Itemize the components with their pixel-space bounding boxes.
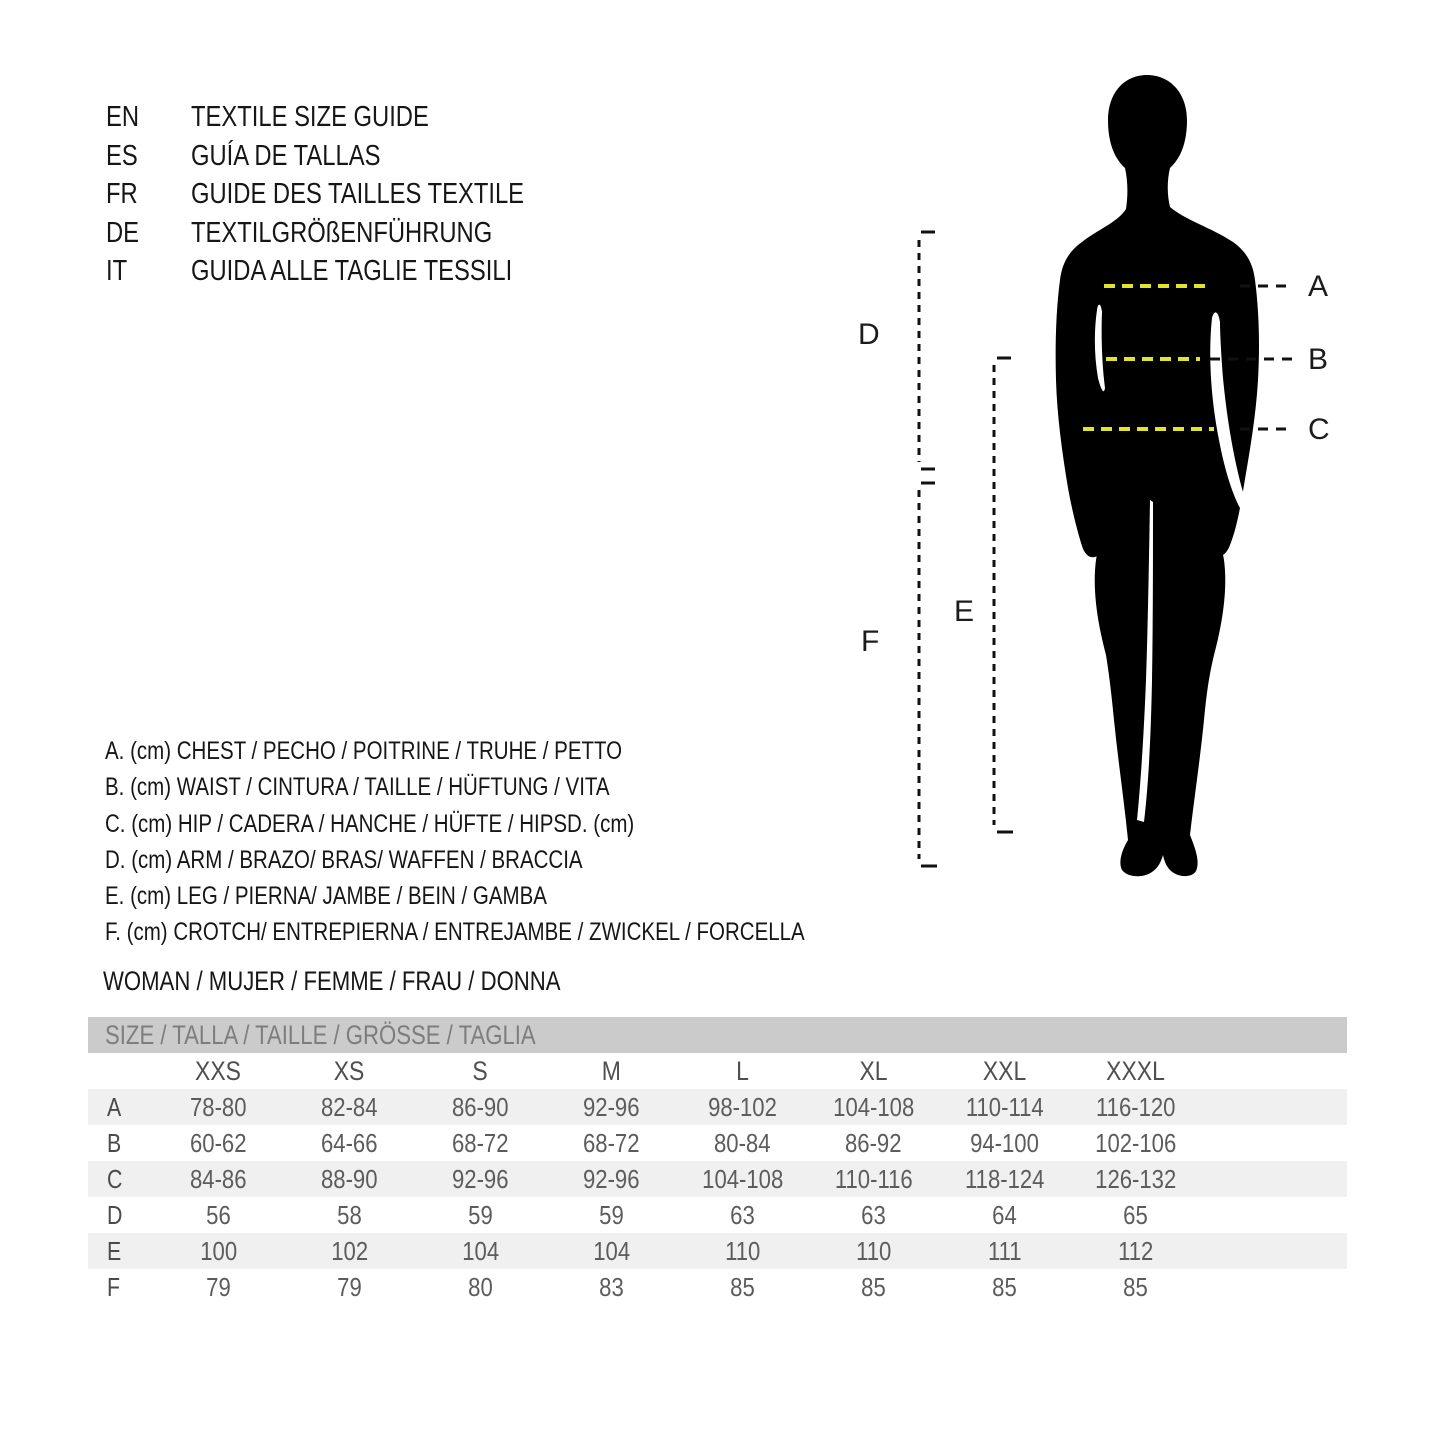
guide-title: TEXTILE SIZE GUIDE (191, 101, 429, 133)
language-code: IT (106, 255, 128, 287)
legend-line-waist: B. (cm) WAIST / CINTURA / TAILLE / HÜFTUNG / VITA (105, 773, 610, 802)
row-label: B (107, 1127, 122, 1158)
size-value-cell: 65 (1123, 1199, 1148, 1230)
size-table-row-B (88, 1125, 1347, 1161)
language-code: EN (106, 101, 140, 133)
size-header-row (88, 1053, 1347, 1089)
guide-title: GUIDA ALLE TAGLIE TESSILI (191, 255, 513, 287)
legend-line-arm: D. (cm) ARM / BRAZO/ BRAS/ WAFFEN / BRACCIA (105, 845, 583, 874)
size-value-cell: 64-66 (321, 1127, 378, 1158)
size-value-cell: 58 (337, 1199, 362, 1230)
size-value-cell: 88-90 (321, 1163, 378, 1194)
size-value-cell: 86-90 (452, 1091, 509, 1122)
size-value-cell: 64 (992, 1199, 1017, 1230)
size-value-cell: 63 (861, 1199, 886, 1230)
size-value-cell: 98-102 (708, 1091, 777, 1122)
size-value-cell: 84-86 (190, 1163, 247, 1194)
size-value-cell: 110 (724, 1235, 761, 1266)
section-title-woman: WOMAN / MUJER / FEMME / FRAU / DONNA (103, 966, 561, 996)
size-table-header-band (88, 1017, 1347, 1053)
size-value-cell: 104-108 (832, 1091, 915, 1122)
figure-label-crotch-f: F (861, 625, 880, 658)
row-label: F (107, 1271, 121, 1302)
leg-dimension-line (994, 358, 1013, 832)
size-value-cell: 112 (1117, 1235, 1154, 1266)
size-value-cell: 78-80 (190, 1091, 247, 1122)
language-code: DE (106, 216, 140, 249)
size-value-cell: 80 (468, 1271, 493, 1302)
size-value-cell: 63 (730, 1199, 755, 1230)
figure-label-hip-c: C (1308, 413, 1330, 446)
size-column-header: XXS (195, 1055, 242, 1086)
size-value-cell: 83 (599, 1271, 624, 1302)
language-code: FR (106, 178, 138, 210)
size-value-cell: 85 (861, 1271, 886, 1302)
size-table-row-F (88, 1269, 1347, 1305)
guide-title: TEXTILGRÖßENFÜHRUNG (191, 216, 493, 249)
figure-label-arm-d: D (858, 318, 880, 351)
size-value-cell: 79 (206, 1271, 231, 1302)
language-code: ES (106, 139, 138, 172)
arm-dimension-line (919, 232, 935, 469)
size-value-cell: 94-100 (970, 1127, 1039, 1158)
legend-line-leg: E. (cm) LEG / PIERNA/ JAMBE / BEIN / GAMBA (105, 882, 547, 911)
size-value-cell: 92-96 (452, 1163, 509, 1194)
size-column-header: XS (334, 1055, 365, 1086)
crotch-dimension-line (919, 483, 937, 866)
size-value-cell: 110-114 (965, 1091, 1044, 1122)
size-value-cell: 110-116 (834, 1163, 913, 1194)
size-column-header: M (601, 1055, 622, 1086)
row-label: E (107, 1235, 122, 1266)
size-value-cell: 56 (206, 1199, 231, 1230)
size-value-cell: 102 (331, 1235, 368, 1266)
row-label: D (107, 1199, 123, 1230)
size-band-title: SIZE / TALLA / TAILLE / GRÖSSE / TAGLIA (105, 1019, 536, 1050)
size-value-cell: 116-120 (1095, 1091, 1176, 1122)
figure-label-leg-e: E (954, 595, 975, 628)
measurement-legend (105, 733, 958, 951)
size-value-cell: 80-84 (714, 1127, 771, 1158)
figure-label-waist-b: B (1308, 343, 1329, 376)
size-table-row-E (88, 1233, 1347, 1269)
size-table (88, 1053, 1347, 1305)
size-value-cell: 111 (987, 1235, 1022, 1266)
size-value-cell: 85 (992, 1271, 1017, 1302)
size-value-cell: 59 (468, 1199, 493, 1230)
size-value-cell: 110 (855, 1235, 892, 1266)
size-value-cell: 100 (200, 1235, 237, 1266)
size-value-cell: 92-96 (583, 1091, 640, 1122)
woman-silhouette-diagram (840, 60, 1320, 890)
size-value-cell: 68-72 (452, 1127, 509, 1158)
size-value-cell: 104 (593, 1235, 630, 1266)
size-value-cell: 86-92 (845, 1127, 902, 1158)
figure-label-chest-a: A (1308, 270, 1329, 303)
size-value-cell: 104 (462, 1235, 499, 1266)
size-value-cell: 68-72 (583, 1127, 640, 1158)
size-table-row-D (88, 1197, 1347, 1233)
row-label: A (107, 1091, 122, 1122)
legend-line-crotch: F. (cm) CROTCH/ ENTREPIERNA / ENTREJAMBE / ZWICKEL / FORCELLA (105, 918, 805, 947)
size-value-cell: 104-108 (701, 1163, 784, 1194)
size-value-cell: 85 (730, 1271, 755, 1302)
size-value-cell: 102-106 (1094, 1127, 1177, 1158)
row-label: C (107, 1163, 123, 1194)
size-value-cell: 92-96 (583, 1163, 640, 1194)
size-column-header: XL (859, 1055, 888, 1086)
size-table-row-A (88, 1089, 1347, 1125)
size-value-cell: 60-62 (190, 1127, 247, 1158)
legend-line-chest: A. (cm) CHEST / PECHO / POITRINE / TRUHE / PETTO (105, 737, 623, 765)
legend-line-hip: C. (cm) HIP / CADERA / HANCHE / HÜFTE / HIPSD. (cm) (105, 809, 635, 838)
size-value-cell: 126-132 (1094, 1163, 1177, 1194)
size-column-header: S (472, 1055, 489, 1086)
size-column-header: XXL (982, 1055, 1027, 1086)
guide-title: GUIDE DES TAILLES TEXTILE (191, 178, 525, 210)
size-value-cell: 118-124 (964, 1163, 1045, 1194)
size-value-cell: 85 (1123, 1271, 1148, 1302)
size-value-cell: 82-84 (321, 1091, 378, 1122)
size-table-row-C (88, 1161, 1347, 1197)
size-column-header: XXXL (1106, 1055, 1165, 1086)
size-value-cell: 59 (599, 1199, 624, 1230)
size-column-header: L (736, 1055, 749, 1086)
guide-title: GUÍA DE TALLAS (191, 139, 381, 172)
size-value-cell: 79 (337, 1271, 362, 1302)
